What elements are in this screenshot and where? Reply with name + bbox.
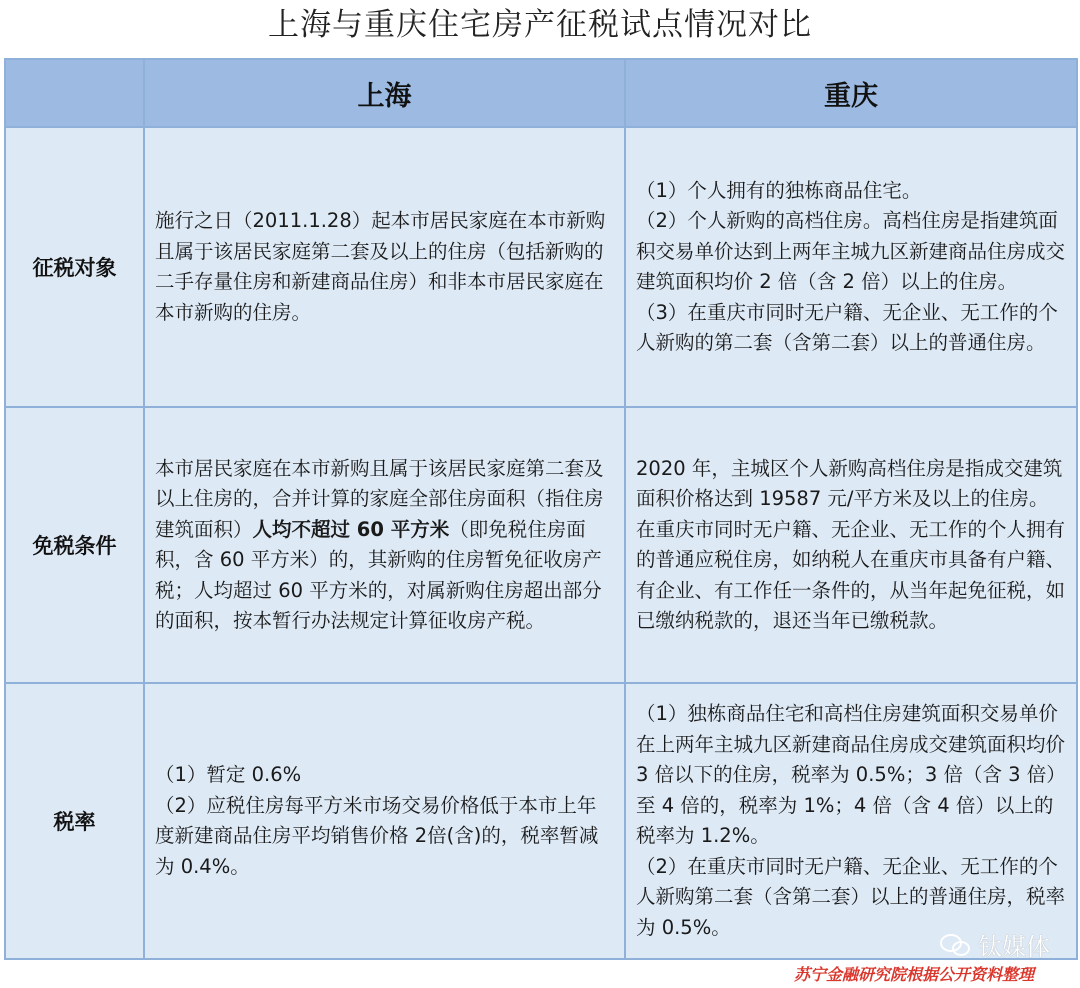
row-label: 税率	[5, 683, 144, 959]
text-normal: 本市居民家庭在本市新购且属于该居民家庭第二套及以上住房的，合并计算的家庭全部住房面积（指住房建筑面积）	[155, 456, 604, 541]
watermark	[940, 924, 1050, 964]
chongqing-cell	[625, 683, 1077, 959]
shanghai-cell	[144, 407, 625, 683]
comparison-table	[4, 58, 1078, 960]
cell-text: （1）个人拥有的独栋商品住宅。	[636, 178, 922, 202]
cell-text	[155, 454, 614, 637]
source-note: 苏宁金融研究院根据公开资料整理	[793, 965, 1034, 984]
watermark-text: 钛媒体	[978, 932, 1050, 961]
shanghai-cell	[144, 683, 625, 959]
cell-text: 2020 年，主城区个人新购高档住房是指成交建筑面积价格达到 19587 元/平方米及以上的住房。	[636, 456, 1063, 510]
table-header-row	[5, 59, 1077, 127]
header-label-col	[5, 59, 144, 127]
cell-text: （2）在重庆市同时无户籍、无企业、无工作的个人新购第二套（含第二套）以上的普通住房，税率为 0.5%。	[636, 854, 1066, 939]
cell-text: （1）独栋商品住宅和高档住房建筑面积交易单价在上两年主城九区新建商品住房成交建筑面积均价 3 倍以下的住房，税率为 0.5%；3 倍（含 3 倍）至 4 倍的，税率为 1%；4 倍（含 4 倍）以上的税率为 1.2%。	[636, 702, 1066, 847]
cell-text: （3）在重庆市同时无户籍、无企业、无工作的个人新购的第二套（含第二套）以上的普通住房。	[636, 300, 1058, 354]
table-row	[5, 127, 1077, 407]
row-label: 免税条件	[5, 407, 144, 683]
table-row	[5, 407, 1077, 683]
chongqing-cell	[625, 127, 1077, 407]
header-shanghai: 上海	[144, 59, 625, 127]
row-label: 征税对象	[5, 127, 144, 407]
text-bold: 人均不超过 60 平方米	[252, 517, 450, 541]
table-row	[5, 683, 1077, 959]
cell-text: （2）应税住房每平方米市场交易价格低于本市上年度新建商品住房平均销售价格 2倍(含)的，税率暂减为 0.4%。	[155, 793, 599, 878]
page-title: 上海与重庆住宅房产征税试点情况对比	[268, 7, 812, 43]
text-normal: （即免税住房面积，含 60 平方米）的，其新购的住房暂免征收房产税；人均超过 60 平方米的，对属新购住房超出部分的面积，按本暂行办法规定计算征收房产税。	[155, 517, 602, 632]
cell-text: （2）个人新购的高档住房。高档住房是指建筑面积交易单价达到上两年主城九区新建商品住房成交建筑面积均价 2 倍（含 2 倍）以上的住房。	[636, 209, 1066, 293]
cell-text: 施行之日（2011.1.28）起本市居民家庭在本市新购且属于该居民家庭第二套及以上的住房（包括新购的二手存量住房和新建商品住房）和非本市居民家庭在本市新购的住房。	[155, 209, 606, 324]
header-chongqing: 重庆	[625, 59, 1077, 127]
wechat-icon	[940, 932, 970, 956]
cell-text: 在重庆市同时无户籍、无企业、无工作的个人拥有的普通应税住房，如纳税人在重庆市具备有户籍、有企业、有工作任一条件的，从当年起免征税，如已缴纳税款的，退还当年已缴税款。	[636, 517, 1066, 632]
cell-text: （1）暂定 0.6%	[155, 763, 302, 786]
chongqing-cell	[625, 407, 1077, 683]
shanghai-cell	[144, 127, 625, 407]
